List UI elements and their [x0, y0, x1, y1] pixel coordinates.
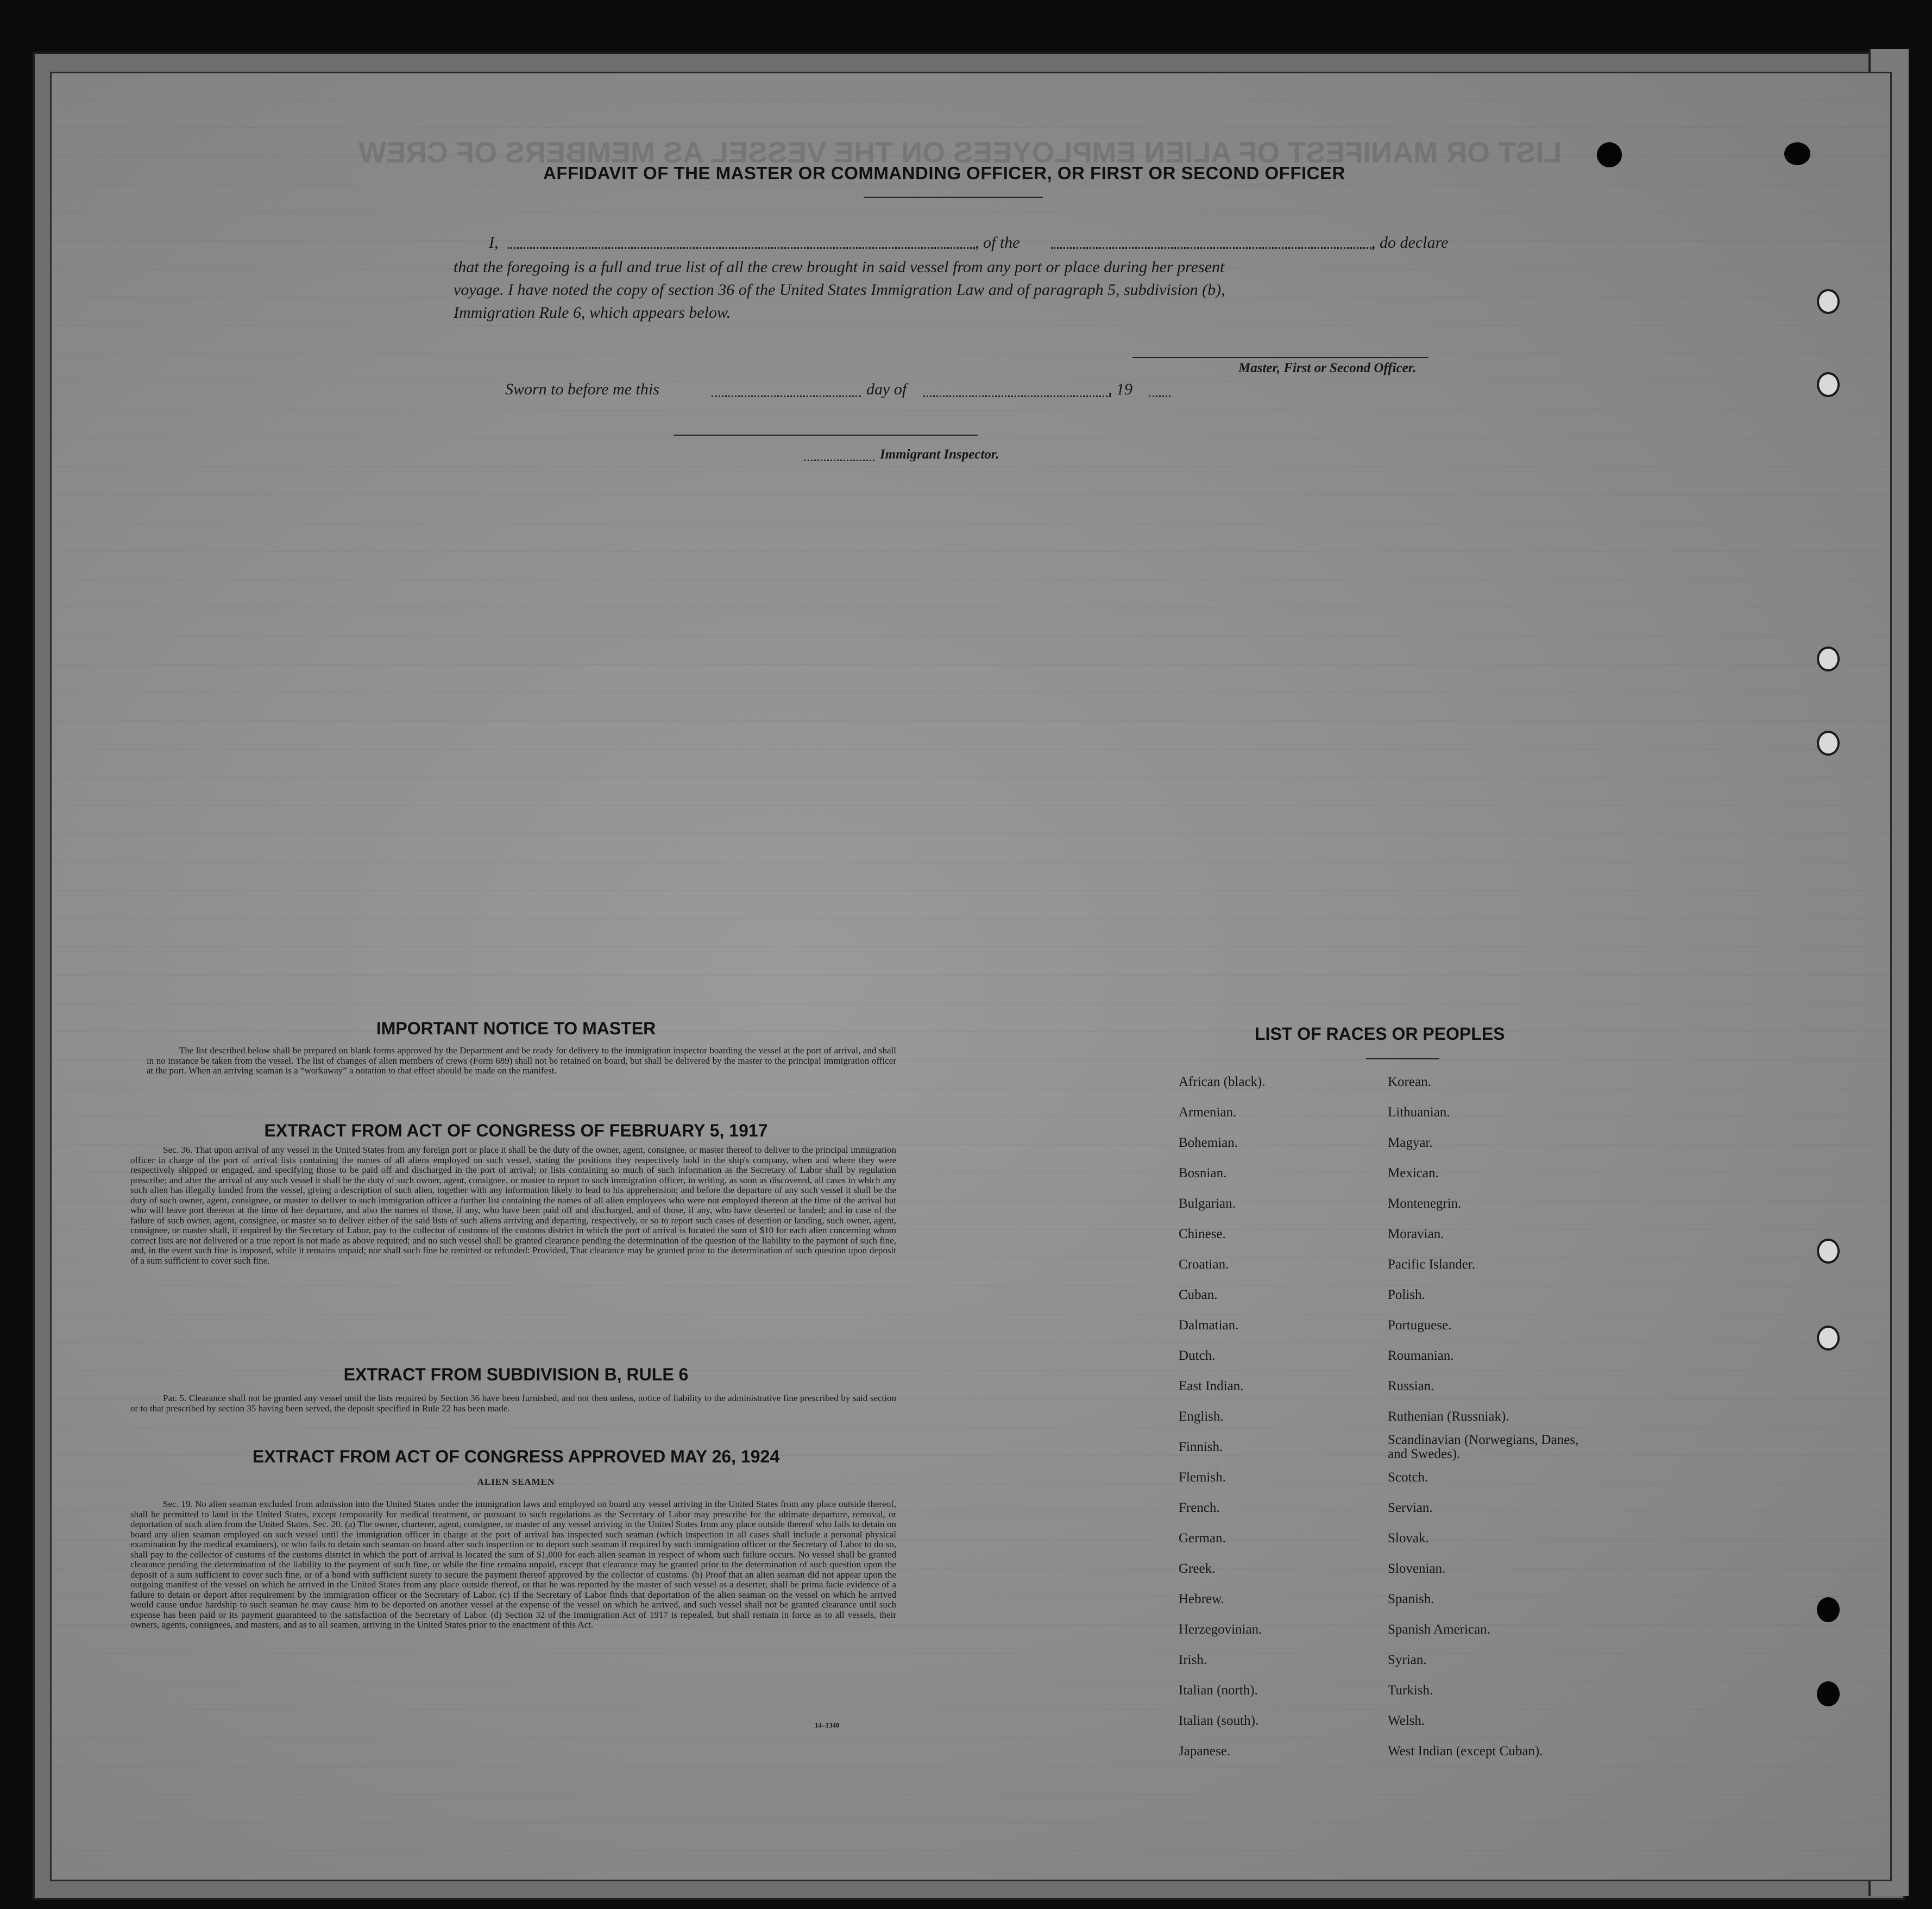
- punch-hole: [1817, 1239, 1840, 1264]
- inspector-dots: [804, 460, 874, 461]
- race-item: Dutch.: [1179, 1348, 1216, 1363]
- race-item: Irish.: [1179, 1653, 1207, 1667]
- punch-hole: [1817, 1681, 1840, 1706]
- races-title-rule: [1366, 1058, 1439, 1059]
- race-item: Bulgarian.: [1179, 1196, 1236, 1211]
- extract-1924-text: Sec. 19. No alien seaman excluded from admission into the United States under the immigration laws and employed on board any vessel arriving in the United States from any place outside thereof, shall be permitted to land in the United States, except temporarily for medical treatment, or pursuant to such regulations as the Secretary of Labor may prescribe for the ultimate departure, removal, or deportation of such alien from the United States. Sec. 20. (a) The owner, charterer, agent, consignee, or master of any vessel arriving in the United States from any place outside thereof who fails to detain on board any alien seaman employed on such vessel until the immigration officer in charge at the port of arrival has inspected such seaman (which inspection in all cases shall include a personal physical examination by the medical examiners), or who fails to detain such seaman on board after such inspection or to deport such seaman if required by such immigration officer or the Secretary of Labor to do so, shall pay to the collector of customs of the customs district in which the port of arrival is located the sum of $1,000 for each alien seaman in respect of whom such failure occurs. No vessel shall be granted clearance pending the determination of the liability to the payment of such fine, or while the fine remains unpaid, except that clearance may be granted prior to the determination of such question upon the deposit of a sum sufficient to cover such fine, or of a bond with sufficient surety to secure the payment thereof approved by the collector of customs. (b) Proof that an alien seaman did not appear upon the outgoing manifest of the vessel on which he arrived in the United States from any place outside thereof, or that he was reported by the master of such vessel as a deserter, shall be prima facie evidence of a failure to detain or deport after requirement by the immigration officer or the Secretary of Labor. (c) If the Secretary of Labor finds that deportation of the alien seaman on the vessel on which he arrived would cause undue hardship to such seaman he may cause him to be deported on another vessel at the expense of the vessel on which he arrived, and such vessel shall not be granted clearance until such expense has been paid or its payment guaranteed to the satisfaction of the Secretary of Labor. (d) Section 32 of the Immigration Act of 1917 is repealed, but shall remain in force as to all vessels, their owners, agents, consignees, and masters, and as to all seamen, arriving in the United States prior to the enactment of this Act.: [130, 1499, 896, 1630]
- extract-rule6-text: Par. 5. Clearance shall not be granted any vessel until the lists required by Section 36 have been furnished, and not then unless, notice of liability to the administrative fine prescribed by said section or to that prescribed by section 35 having been served, the deposit specified in Rule 22 has been made.: [130, 1393, 896, 1414]
- declaration-line-2: that the foregoing is a full and true list of all the crew brought in said vessel from any port or place during her present: [454, 258, 1225, 276]
- race-item: Ruthenian (Russniak).: [1388, 1409, 1509, 1424]
- declaration-line-4: Immigration Rule 6, which appears below.: [454, 304, 731, 322]
- declaration-do-declare: , do declare: [1371, 234, 1449, 252]
- punch-hole: [1817, 1326, 1840, 1351]
- vessel-field[interactable]: [1051, 247, 1374, 249]
- sworn-day-field[interactable]: [712, 395, 861, 397]
- punch-hole: [1817, 372, 1840, 397]
- race-item: Croatian.: [1179, 1257, 1229, 1272]
- race-item: Japanese.: [1179, 1744, 1231, 1759]
- races-title: LIST OF RACES OR PEOPLES: [1255, 1024, 1505, 1044]
- sworn-month-field[interactable]: [923, 395, 1111, 397]
- race-item: West Indian (except Cuban).: [1388, 1744, 1543, 1759]
- day-of-label: day of: [866, 380, 907, 398]
- extract-rule6-title: EXTRACT FROM SUBDIVISION B, RULE 6: [343, 1365, 689, 1384]
- race-item: Armenian.: [1179, 1105, 1237, 1120]
- race-item: Turkish.: [1388, 1683, 1433, 1698]
- race-item: Portuguese.: [1388, 1318, 1452, 1333]
- race-item: Magyar.: [1388, 1135, 1433, 1150]
- race-item: Slovenian.: [1388, 1561, 1446, 1576]
- inspector-label: Immigrant Inspector.: [880, 447, 999, 462]
- race-item: Servian.: [1388, 1500, 1433, 1515]
- race-item: Lithuanian.: [1388, 1105, 1450, 1120]
- bleed-through-text: LIST OR MANIFEST OF ALIEN EMPLOYEES ON THE VESSEL AS MEMBERS OF CREW: [358, 136, 1562, 169]
- race-item: Spanish American.: [1388, 1622, 1490, 1637]
- declaration-i: I,: [489, 234, 499, 252]
- race-item: Korean.: [1388, 1075, 1431, 1089]
- race-item: Russian.: [1388, 1379, 1434, 1393]
- race-item: Bohemian.: [1179, 1135, 1238, 1150]
- race-item: Cuban.: [1179, 1288, 1218, 1302]
- race-item: Finnish.: [1179, 1440, 1223, 1454]
- inspector-signature-line[interactable]: [674, 435, 978, 436]
- race-item: Mexican.: [1388, 1166, 1439, 1180]
- race-item: Roumanian.: [1388, 1348, 1454, 1363]
- race-item: Montenegrin.: [1388, 1196, 1462, 1211]
- race-item: East Indian.: [1179, 1379, 1244, 1393]
- extract-1917-text: Sec. 36. That upon arrival of any vessel in the United States from any foreign port or place it shall be the duty of the owner, agent, consignee, or master thereof to deliver to the principal immigration officer in charge of the port of arrival lists containing the names of all aliens employed on such vessel, stating the positions they respectively hold in the ship's company, when and where they were respectively shipped or engaged, and specifying those to be paid off and discharged in the port of arrival; or lists containing so much of such information as the Secretary of Labor shall by regulation prescribe; and after the arrival of any such vessel it shall be the duty of such owner, agent, consignee, or master to report to such immigration officer, in writing, as soon as discovered, all cases in which any such alien has illegally landed from the vessel, giving a description of such alien, together with any information likely to lead to his apprehension; and before the departure of any such vessel it shall be the duty of such owner, agent, consignee, or master to deliver to such immigration officer a further list containing the names of all alien employees who were not employed thereon at the time of the arrival but who will leave port thereon at the time of her departure, and also the names of those, if any, who have been paid off and discharged, and of those, if any, who have deserted or landed; and in case of the failure of such owner, agent, consignee, or master so to deliver either of the said lists of such aliens arriving and departing, respectively, or so to report such cases of desertion or landing, such owner, agent, consignee, or master shall, if required by the Secretary of Labor, pay to the collector of customs of the customs district in which the port of arrival is located the sum of $10 for each alien concerning whom correct lists are not delivered or a true report is not made as above required; and no such vessel shall be granted clearance pending the determination of the question of the liability to the payment of such fine, and, in the event such fine is imposed, while it remains unpaid; nor shall such fine be remitted or refunded: Provided, That clearance may be granted prior to the determination of such question upon deposit of a sum sufficient to cover such fine.: [130, 1145, 896, 1266]
- declaration-of-the: , of the: [975, 234, 1020, 252]
- race-item: Italian (south).: [1179, 1713, 1259, 1728]
- master-signature-label: Master, First or Second Officer.: [1238, 361, 1417, 375]
- race-item: Herzegovinian.: [1179, 1622, 1262, 1637]
- race-item: African (black).: [1179, 1075, 1266, 1089]
- race-item: Scotch.: [1388, 1470, 1428, 1485]
- punch-hole: [1817, 646, 1840, 671]
- extract-1924-title: EXTRACT FROM ACT OF CONGRESS APPROVED MAY 26, 1924: [252, 1447, 780, 1466]
- sworn-year-field[interactable]: [1149, 395, 1170, 397]
- form-number: 14–1340: [815, 1721, 840, 1729]
- declaration-line-3: voyage. I have noted the copy of section 36 of the United States Immigration Law and of paragraph 5, subdivision (b),: [454, 281, 1225, 299]
- race-item: Hebrew.: [1179, 1592, 1224, 1606]
- race-item: Moravian.: [1388, 1227, 1444, 1241]
- extract-1924-subtitle: ALIEN SEAMEN: [477, 1477, 555, 1487]
- race-item: Syrian.: [1388, 1653, 1427, 1667]
- race-item: Chinese.: [1179, 1227, 1226, 1241]
- race-item: French.: [1179, 1500, 1220, 1515]
- race-item: Spanish.: [1388, 1592, 1434, 1606]
- race-item: Italian (north).: [1179, 1683, 1258, 1698]
- race-item: German.: [1179, 1531, 1226, 1546]
- race-item: Pacific Islander.: [1388, 1257, 1476, 1272]
- punch-hole: [1817, 1597, 1840, 1622]
- race-item: Slovak.: [1388, 1531, 1429, 1546]
- extract-1917-title: EXTRACT FROM ACT OF CONGRESS OF FEBRUARY 5, 1917: [264, 1121, 768, 1140]
- race-item: English.: [1179, 1409, 1224, 1424]
- punch-hole: [1817, 289, 1840, 314]
- race-item: Bosnian.: [1179, 1166, 1227, 1180]
- punch-hole: [1784, 142, 1810, 165]
- name-field[interactable]: [508, 247, 975, 249]
- race-item: Scandinavian (Norwegians, Danes, and Swedes).: [1388, 1433, 1579, 1461]
- sworn-label: Sworn to before me this: [505, 380, 659, 398]
- race-item: Dalmatian.: [1179, 1318, 1239, 1333]
- title-rule: [864, 197, 1043, 198]
- year-label: , 19: [1108, 380, 1132, 398]
- race-item: Greek.: [1179, 1561, 1216, 1576]
- notice-text: The list described below shall be prepared on blank forms approved by the Department and be ready for delivery to the immigration inspector boarding the vessel at the port of arrival, and shall in no instance be taken from the vessel. The list of changes of alien members of crews (Form 689) shall not be retained on board, but shall be delivered by the master to the principal immigration officer at the port. When an arriving seaman is a “workaway” a notation to that effect should be made on the manifest.: [147, 1045, 896, 1076]
- race-item: Flemish.: [1179, 1470, 1226, 1485]
- race-item: Polish.: [1388, 1288, 1425, 1302]
- race-item: Welsh.: [1388, 1713, 1425, 1728]
- master-signature-line[interactable]: [1132, 357, 1428, 358]
- notice-title: IMPORTANT NOTICE TO MASTER: [376, 1019, 656, 1038]
- punch-hole: [1817, 731, 1840, 756]
- punch-hole: [1597, 142, 1622, 167]
- affidavit-title: AFFIDAVIT OF THE MASTER OR COMMANDING OFFICER, OR FIRST OR SECOND OFFICER: [543, 163, 1345, 183]
